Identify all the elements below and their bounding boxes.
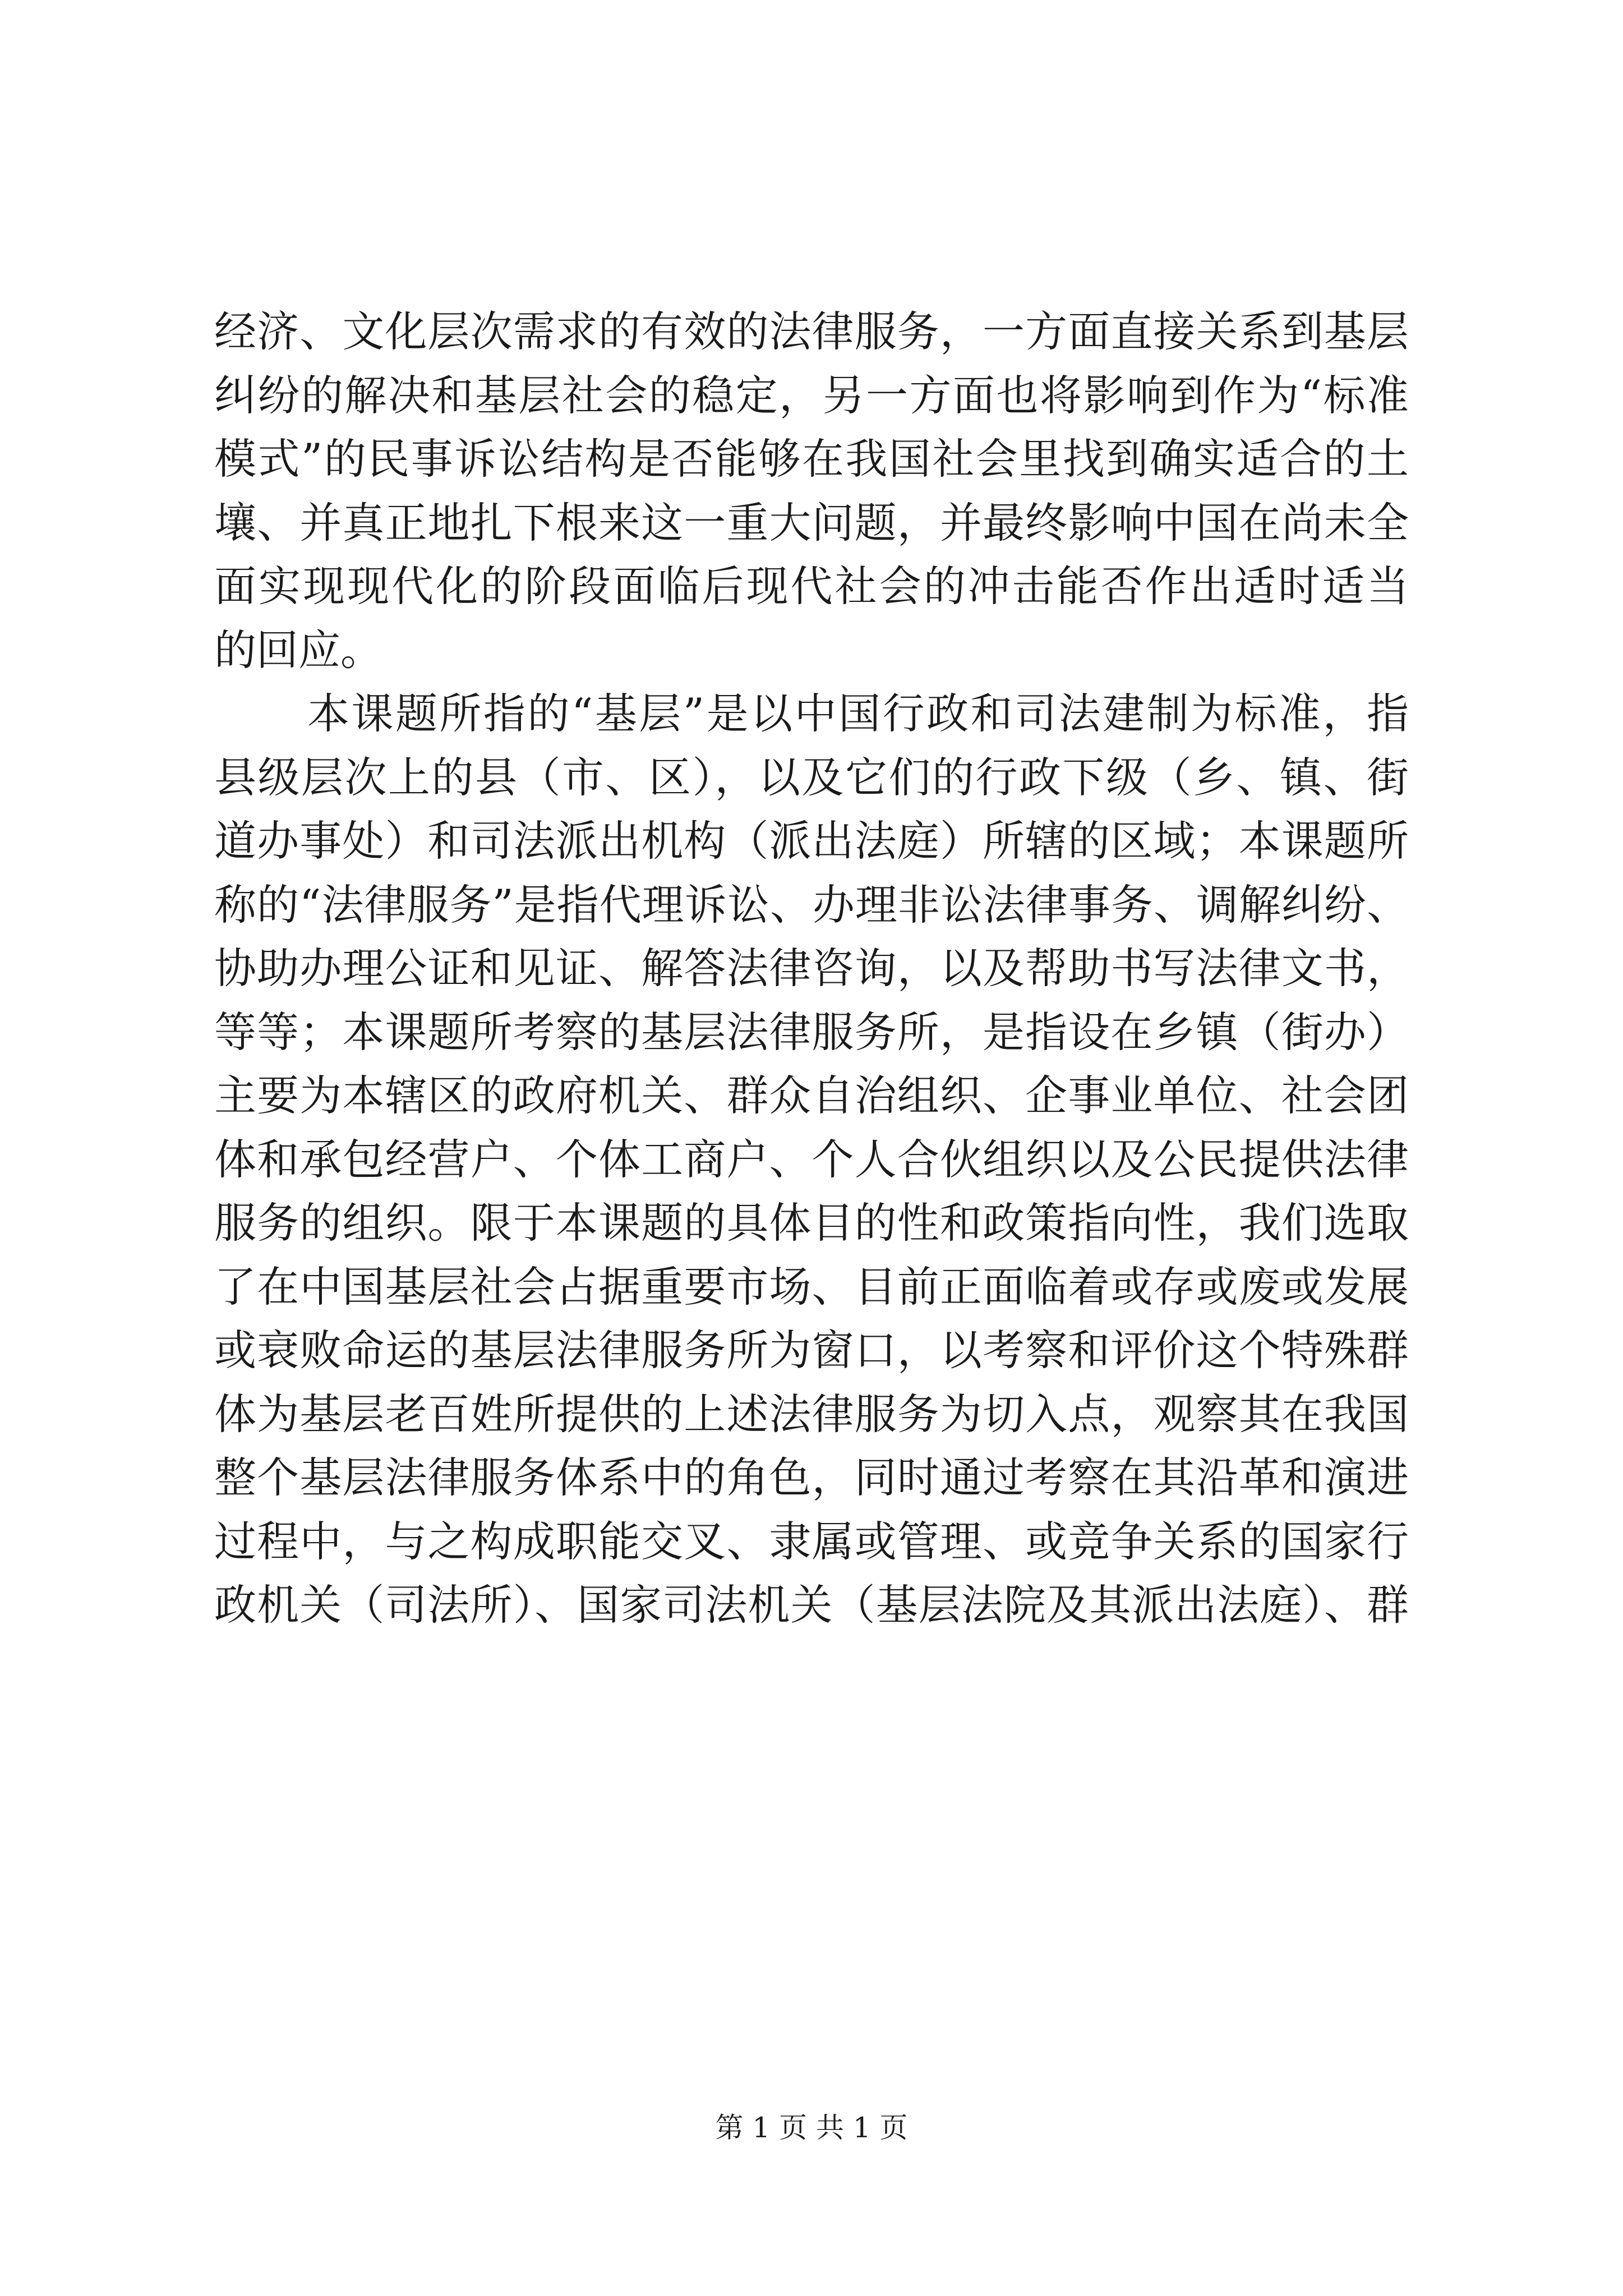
text-line: 称的“法律服务”是指代理诉讼、办理非讼法律事务、调解纠纷、 [214, 880, 1409, 930]
text-line: 体和承包经营户、个体工商户、个人合伙组织以及公民提供法律 [214, 1134, 1409, 1184]
page-footer [0, 2108, 1623, 2147]
text-line: 整个基层法律服务体系中的角色，同时通过考察在其沿革和演进 [214, 1453, 1409, 1502]
page-number: 第 1 页 共 1 页 [715, 2111, 908, 2144]
text-line: 过程中，与之构成职能交叉、隶属或管理、或竞争关系的国家行 [214, 1516, 1409, 1566]
text-line: 的回应。 [214, 625, 383, 675]
text-line: 或衰败命运的基层法律服务所为窗口，以考察和评价这个特殊群 [214, 1326, 1409, 1375]
text-line: 服务的组织。限于本课题的具体目的性和政策指向性，我们选取 [214, 1198, 1409, 1248]
text-line: 等等；本课题所考察的基层法律服务所，是指设在乡镇（街办） [214, 1007, 1409, 1057]
text-line: 主要为本辖区的政府机关、群众自治组织、企事业单位、社会团 [214, 1071, 1409, 1120]
text-line: 道办事处）和司法派出机构（派出法庭）所辖的区域；本课题所 [214, 816, 1409, 866]
paragraph [214, 300, 1409, 682]
paragraph [214, 682, 1409, 1637]
body-text [214, 300, 1409, 1637]
text-line: 壤、并真正地扎下根来这一重大问题，并最终影响中国在尚未全 [214, 498, 1409, 547]
text-line: 纠纷的解决和基层社会的稳定，另一方面也将影响到作为“标准 [214, 370, 1409, 420]
text-line: 经济、文化层次需求的有效的法律服务，一方面直接关系到基层 [214, 307, 1409, 356]
text-line: 了在中国基层社会占据重要市场、目前正面临着或存或废或发展 [214, 1262, 1409, 1312]
text-line: 模式”的民事诉讼结构是否能够在我国社会里找到确实适合的土 [214, 434, 1409, 484]
text-line: 县级层次上的县（市、区），以及它们的行政下级（乡、镇、街 [214, 752, 1409, 802]
text-line: 政机关（司法所）、国家司法机关（基层法院及其派出法庭）、群 [214, 1580, 1409, 1630]
text-line: 本课题所指的“基层”是以中国行政和司法建制为标准，指 [307, 689, 1409, 738]
text-line: 面实现现代化的阶段面临后现代社会的冲击能否作出适时适当 [214, 562, 1409, 611]
text-line: 协助办理公证和见证、解答法律咨询，以及帮助书写法律文书， [214, 944, 1409, 993]
text-line: 体为基层老百姓所提供的上述法律服务为切入点，观察其在我国 [214, 1389, 1409, 1439]
